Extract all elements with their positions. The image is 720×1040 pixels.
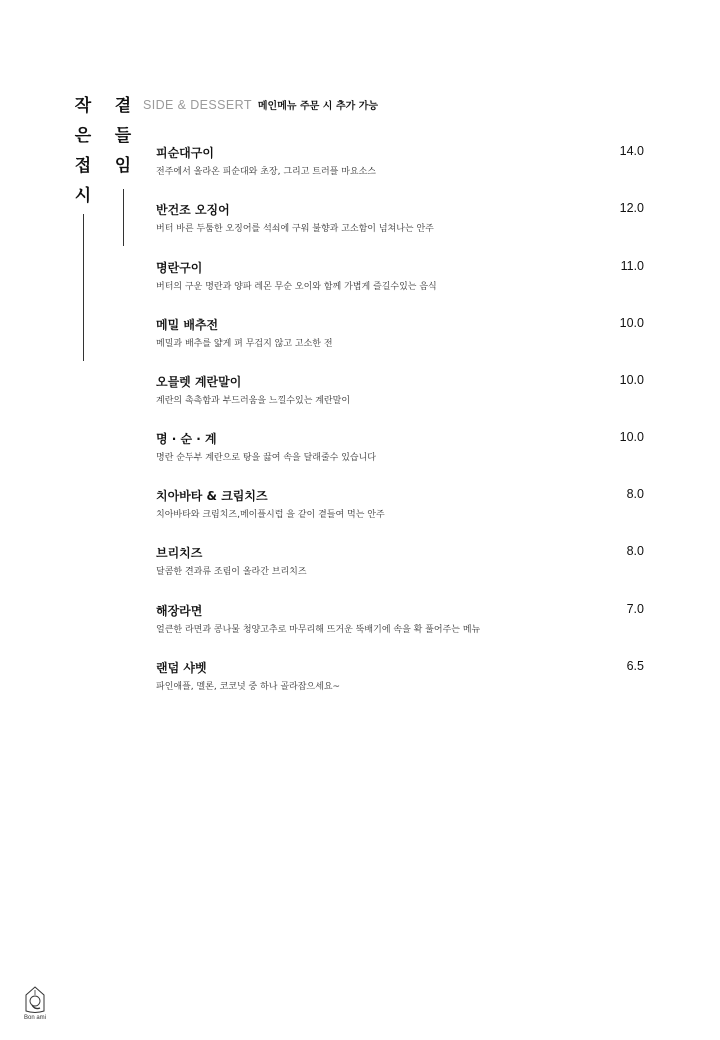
menu-item-price: 10.0 [619, 316, 644, 330]
menu-item [156, 487, 644, 527]
section-header [143, 97, 378, 112]
menu-item [156, 201, 644, 241]
menu-item-description: 메밀과 배추를 얇게 펴 무겁지 않고 고소한 전 [156, 339, 333, 349]
menu-item-price: 12.0 [619, 201, 644, 215]
menu-item [156, 144, 644, 184]
vertical-divider [83, 214, 84, 361]
section-title: SIDE & DESSERT [143, 98, 252, 112]
subtitle-char: 곁 [114, 96, 132, 116]
menu-item-price: 8.0 [626, 544, 644, 558]
menu-item-description: 명란 순두부 계란으로 탕을 끓여 속을 달래줄수 있습니다 [156, 453, 376, 463]
brand-logo [18, 986, 52, 1026]
vertical-divider [123, 189, 124, 246]
menu-item-description: 계란의 촉촉함과 부드러움을 느낄수있는 계란말이 [156, 396, 351, 406]
menu-item-name: 오믈렛 계란말이 [156, 375, 242, 389]
menu-item-price: 10.0 [619, 430, 644, 444]
menu-item [156, 659, 644, 699]
menu-item-description: 전주에서 올라온 피순대와 초장, 그리고 트러플 마요소스 [156, 167, 376, 177]
logo-text: Bon ami [23, 1015, 46, 1021]
menu-item-price: 8.0 [626, 487, 644, 501]
menu-item [156, 602, 644, 642]
menu-item-description: 파인애플, 멜론, 코코넛 중 하나 골라잡으세요~ [156, 682, 341, 692]
menu-item-description: 버터 바른 두툼한 오징어를 석쇠에 구워 불향과 고소함이 넘쳐나는 안주 [156, 224, 434, 234]
menu-item-description: 버터의 구운 명란과 양파 레몬 무순 오이와 함께 가볍게 즐길수있는 음식 [156, 282, 437, 292]
menu-item-name: 명란구이 [156, 261, 203, 275]
menu-item-name: 피순대구이 [156, 146, 214, 160]
menu-item-description: 치아바타와 크림치즈,메이플시럽 을 같이 곁들여 먹는 안주 [156, 510, 385, 520]
menu-item [156, 373, 644, 413]
menu-item-price: 10.0 [619, 373, 644, 387]
menu-item [156, 430, 644, 470]
menu-item-description: 얼큰한 라면과 콩나물 청양고추로 마무리해 뜨거운 뚝배기에 속을 확 풀어주는 메뉴 [156, 625, 481, 635]
title-char: 시 [74, 186, 92, 206]
title-char: 접 [74, 156, 92, 176]
menu-item-name: 해장라면 [156, 604, 203, 618]
menu-item-price: 7.0 [626, 602, 644, 616]
menu-item-name: 랜덤 샤벳 [156, 661, 207, 675]
menu-item-description: 달콤한 견과류 조림이 올라간 브리치즈 [156, 567, 307, 577]
menu-item [156, 316, 644, 356]
menu-item-name: 브리치즈 [156, 546, 203, 560]
menu-item-price: 6.5 [626, 659, 644, 673]
menu-item-name: 치아바타 & 크림치즈 [156, 489, 268, 503]
menu-item-name: 명 · 순 · 계 [156, 432, 217, 446]
vertical-title-primary [70, 91, 96, 361]
menu-item [156, 544, 644, 584]
vertical-title-secondary [110, 91, 136, 246]
menu-item-name: 메밀 배추전 [156, 318, 219, 332]
bon-ami-logo-icon [24, 986, 46, 1014]
menu-item [156, 259, 644, 299]
section-note: 메인메뉴 주문 시 추가 가능 [257, 101, 379, 112]
menu-item-price: 11.0 [620, 259, 644, 273]
subtitle-char: 들 [114, 126, 132, 146]
title-char: 은 [74, 126, 92, 146]
title-char: 작 [74, 96, 92, 116]
menu-item-price: 14.0 [619, 144, 644, 158]
menu-item-name: 반건조 오징어 [156, 203, 230, 217]
subtitle-char: 임 [114, 156, 132, 176]
